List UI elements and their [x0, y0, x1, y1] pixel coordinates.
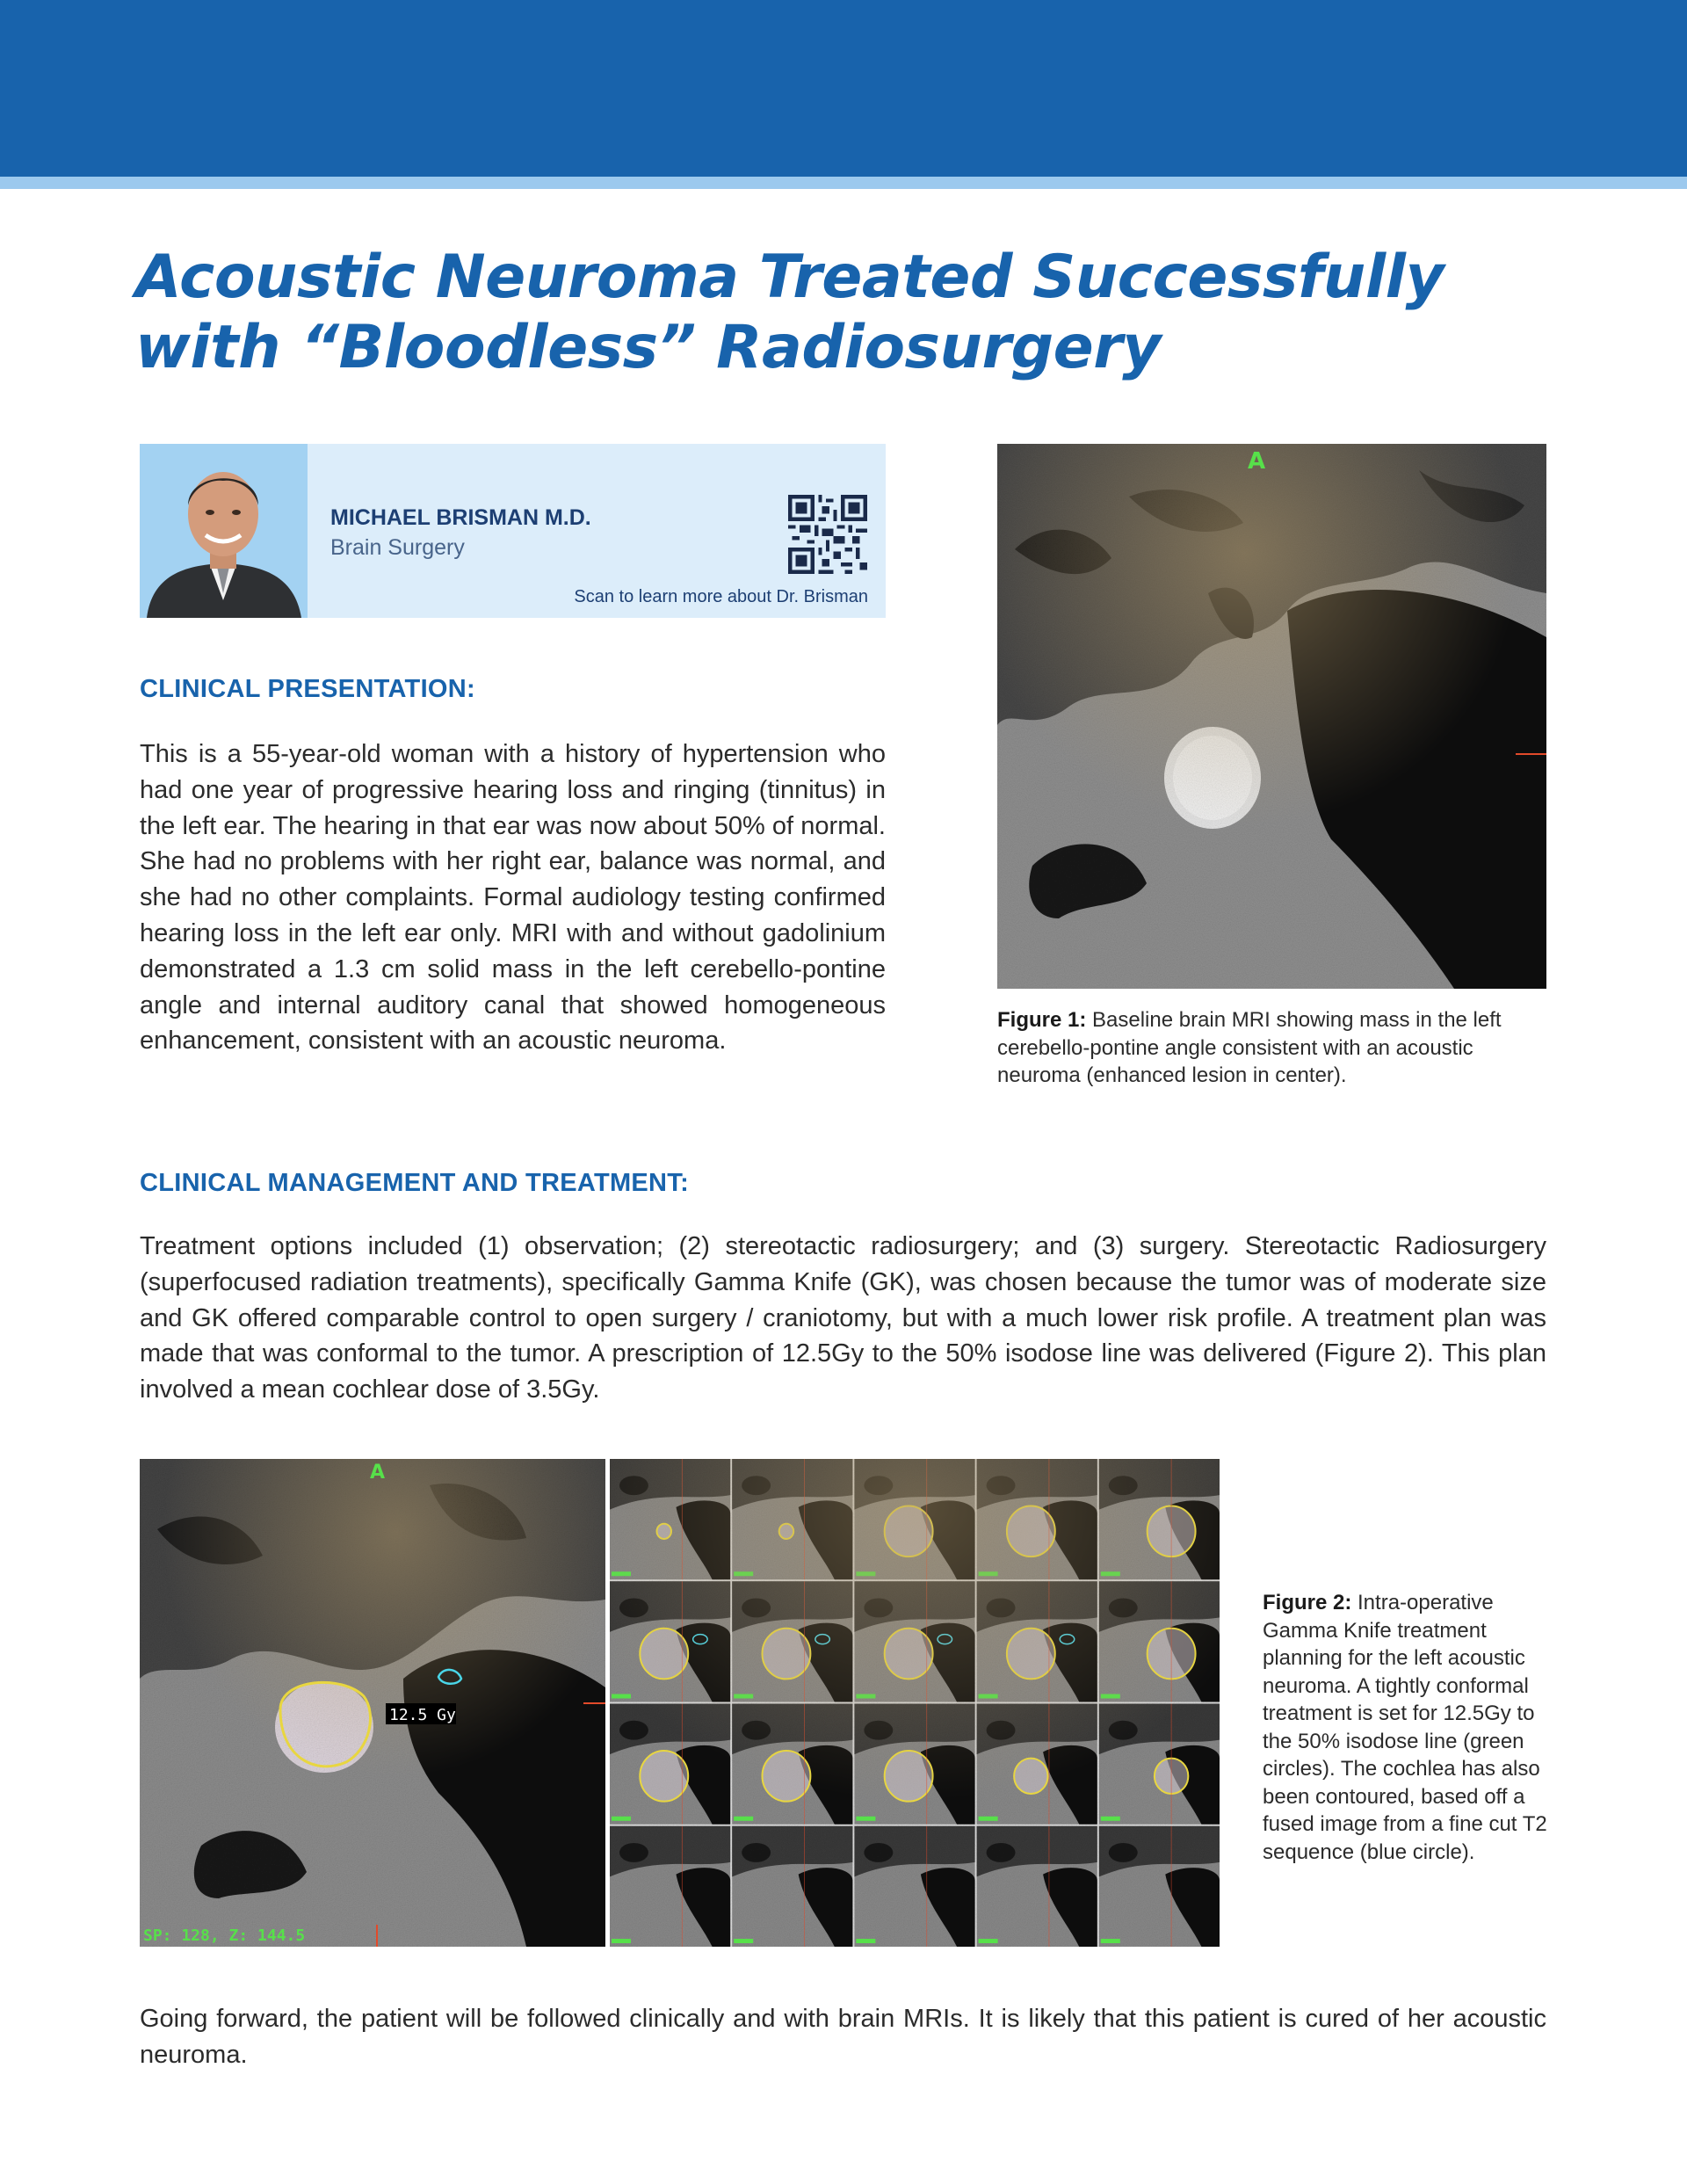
figure-1-marker: A — [1248, 448, 1266, 475]
clinical-management-heading: CLINICAL MANAGEMENT AND TREATMENT: — [140, 1169, 690, 1197]
dose-label: 12.5 Gy — [389, 1706, 456, 1724]
coordinate-readout: SP: 128, Z: 144.5 — [143, 1926, 306, 1945]
clinical-presentation-heading: CLINICAL PRESENTATION: — [140, 675, 475, 703]
figure-2-caption — [1263, 1589, 1553, 1866]
figure-1-caption — [997, 1006, 1546, 1090]
figure-1-mri — [997, 444, 1546, 989]
clinical-presentation-text: This is a 55-year-old woman with a history of hypertension who had one year of progressive hearing loss and ringing (tinnitus) in the left ear. The hearing in that ear was now about 50% of normal. She had no problems with her right ear, balance was normal, and she had no other complaints. Formal audiology testing confirmed hearing loss in the left ear only. MRI with and without gadolinium demonstrated a 1.3 cm solid mass in the left cerebello-pontine angle and internal auditory canal that showed homogeneous enhancement, consistent with an acoustic neuroma. — [140, 740, 886, 1056]
clinical-management-text: Treatment options included (1) observation; (2) stereotactic radiosurgery; and (3) surgery. Stereotactic Radiosurgery (superfocused radiation treatments), specifically Gamma Knife (GK), was chosen because the tumor was of moderate size and GK offered comparable control to open surgery / craniotomy, but with a much lower risk profile. A treatment plan was made that was conformal to the tumor. A prescription of 12.5Gy to the 50% isodose line was delivered (Figure 2). This plan involved a mean cochlear dose of 3.5Gy. — [140, 1232, 1546, 1404]
slice-grid-image — [610, 1459, 1220, 1947]
header-bar — [0, 0, 1687, 177]
header-stripe — [0, 177, 1687, 189]
mri-scan-image — [997, 444, 1546, 989]
author-photo — [140, 444, 308, 618]
treatment-planning-scan — [140, 1459, 605, 1947]
figure-1-caption-label: Figure 1: — [997, 1008, 1087, 1032]
conclusion-text: Going forward, the patient will be followed clinically and with brain MRIs. It is likely that this patient is cured of her acoustic neuroma. — [140, 2005, 1546, 2069]
figure-2-caption-label: Figure 2: — [1263, 1591, 1352, 1614]
author-name: MICHAEL BRISMAN M.D. — [330, 505, 591, 530]
qr-code-icon[interactable] — [788, 495, 867, 574]
title-line-1: Acoustic Neuroma Treated Successfully — [135, 243, 1444, 312]
figure-2-main-scan — [140, 1459, 605, 1947]
article-title — [135, 243, 1576, 383]
scan-note: Scan to learn more about Dr. Brisman — [574, 587, 868, 606]
figure-2-marker: A — [370, 1462, 386, 1484]
author-department: Brain Surgery — [330, 535, 465, 560]
author-card — [140, 444, 886, 618]
figure-2-slice-grid — [610, 1459, 1220, 1947]
figure-1-caption-text: Baseline brain MRI showing mass in the left cerebello-pontine angle consistent with an acoustic neuroma (enhanced lesion in center). — [997, 1008, 1502, 1087]
figure-2-caption-text: Intra-operative Gamma Knife treatment planning for the left acoustic neuroma. A tightly conformal treatment is set for 12.5Gy to the 50% isodose line (green circles). The cochlea has also been contoured, based off a fused image from a fine cut T2 sequence (blue circle). — [1263, 1591, 1547, 1864]
author-portrait-icon — [140, 444, 308, 618]
title-line-2: with “Bloodless” Radiosurgery — [135, 313, 1162, 382]
